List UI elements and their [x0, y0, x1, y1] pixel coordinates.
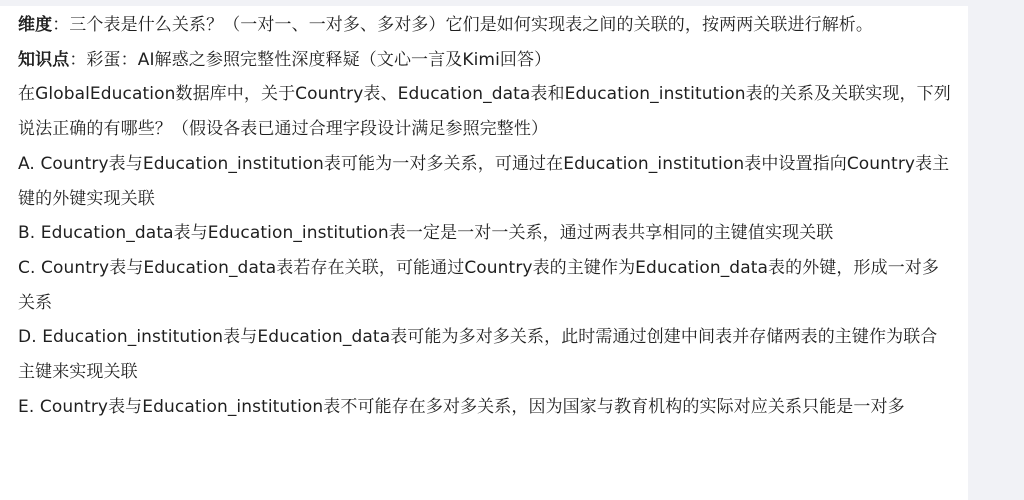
dimension-label: 维度: [18, 15, 53, 35]
document-content: [18, 8, 953, 424]
knowledge-label: 知识点: [18, 49, 70, 70]
top-border: [0, 0, 968, 6]
option-a: A. Country表与Education_institution表可能为一对多关系，可通过在Education_institution表中设置指向Country表主键的外键实现关联: [18, 153, 950, 209]
right-margin: [968, 0, 1024, 500]
knowledge-text: ：彩蛋：AI解惑之参照完整性深度释疑（文心一言及Kimi回答）: [69, 49, 552, 70]
dimension-line: [18, 8, 953, 43]
option-c: C. Country表与Education_data表若存在关联，可能通过Country表的主键作为Education_data表的外键，形成一对多关系: [18, 257, 939, 313]
option-d: D. Education_institution表与Education_data表可能为多对多关系，此时需通过创建中间表并存储两表的主键作为联合主键来实现关联: [18, 327, 938, 383]
option-e: E. Country表与Education_institution表不可能存在多对多关系，因为国家与教育机构的实际对应关系只能是一对多: [18, 396, 905, 417]
option-b: B. Education_data表与Education_institution表一定是一对一关系，通过两表共享相同的主键值实现关联: [18, 223, 834, 244]
knowledge-line: [18, 43, 953, 78]
question-stem: 在GlobalEducation数据库中，关于Country表、Education_data表和Education_institution表的关系及关联实现，下列说法正确的有哪些？（假设各表已通过合理字段设计满足参照完整性）: [18, 84, 951, 140]
dimension-text: ：三个表是什么关系？（一对一、一对多、多对多）它们是如何实现表之间的关联的，按两两关联进行解析。: [52, 15, 874, 35]
